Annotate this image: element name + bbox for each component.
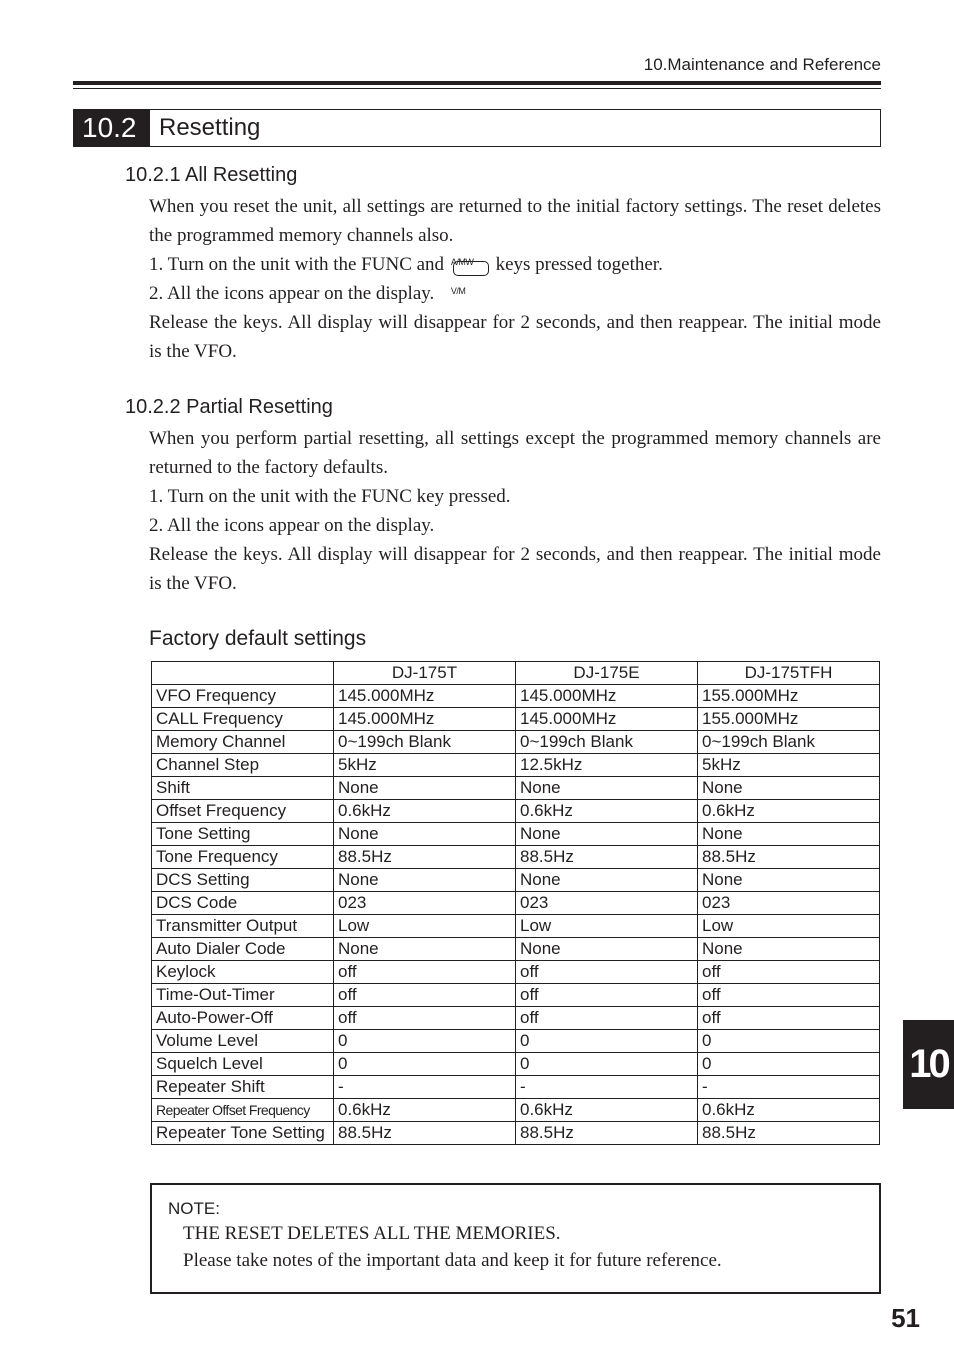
setting-value-cell: None	[698, 823, 880, 846]
setting-value-cell: 0.6kHz	[334, 800, 516, 823]
setting-value-cell: -	[516, 1076, 698, 1099]
table-row	[152, 800, 880, 823]
all-resetting-body	[149, 192, 881, 366]
setting-value-cell: 0~199ch Blank	[334, 731, 516, 754]
note-line-1: THE RESET DELETES ALL THE MEMORIES.	[183, 1223, 561, 1244]
setting-value-cell: 0~199ch Blank	[698, 731, 880, 754]
setting-name-cell: Tone Frequency	[152, 846, 334, 869]
header-rule	[73, 81, 881, 85]
section-title: Resetting	[159, 114, 261, 141]
setting-value-cell: Low	[334, 915, 516, 938]
setting-value-cell: 0.6kHz	[698, 1099, 880, 1122]
setting-value-cell: 88.5Hz	[334, 1122, 516, 1145]
setting-value-cell: off	[698, 961, 880, 984]
setting-value-cell: None	[334, 938, 516, 961]
all-resetting-step2: 2. All the icons appear on the display.	[149, 283, 435, 304]
setting-value-cell: 023	[698, 892, 880, 915]
all-resetting-release: Release the keys. All display will disappear for 2 seconds, and then reappear. The initial mode is the VFO.	[149, 312, 881, 362]
setting-value-cell: 145.000MHz	[334, 685, 516, 708]
table-title: Factory default settings	[149, 627, 367, 650]
setting-value-cell: None	[516, 777, 698, 800]
section-heading	[73, 109, 881, 147]
note-label: NOTE:	[168, 1199, 220, 1218]
setting-value-cell: None	[516, 823, 698, 846]
setting-value-cell: 0	[698, 1030, 880, 1053]
setting-value-cell: 0.6kHz	[698, 800, 880, 823]
setting-name-cell: Squelch Level	[152, 1053, 334, 1076]
partial-resetting-step1: 1. Turn on the unit with the FUNC key pressed.	[149, 486, 511, 507]
setting-value-cell: off	[334, 1007, 516, 1030]
setting-value-cell: None	[516, 938, 698, 961]
setting-value-cell: 145.000MHz	[334, 708, 516, 731]
setting-name-cell: DCS Code	[152, 892, 334, 915]
running-head: 10.Maintenance and Reference	[643, 55, 881, 74]
setting-value-cell: 0.6kHz	[334, 1099, 516, 1122]
setting-value-cell: 155.000MHz	[698, 685, 880, 708]
step1-text-after: keys pressed together.	[495, 254, 663, 275]
setting-name-cell: Channel Step	[152, 754, 334, 777]
section-number: 10.2	[74, 110, 150, 146]
setting-name-cell: Volume Level	[152, 1030, 334, 1053]
setting-value-cell: 0	[516, 1053, 698, 1076]
setting-value-cell: 0	[516, 1030, 698, 1053]
setting-value-cell: 0	[698, 1053, 880, 1076]
setting-value-cell: off	[698, 984, 880, 1007]
key-icon-label: A/MW V/M	[450, 257, 474, 296]
table-row	[152, 846, 880, 869]
table-row	[152, 1099, 880, 1122]
setting-value-cell: 023	[334, 892, 516, 915]
setting-value-cell: 88.5Hz	[698, 1122, 880, 1145]
setting-value-cell: None	[334, 869, 516, 892]
setting-name-cell: Time-Out-Timer	[152, 984, 334, 1007]
all-resetting-intro: When you reset the unit, all settings are returned to the initial factory settings. The reset deletes the programmed memory channels also.	[149, 196, 881, 246]
setting-name-cell: Auto-Power-Off	[152, 1007, 334, 1030]
table-row	[152, 869, 880, 892]
setting-value-cell: 155.000MHz	[698, 708, 880, 731]
partial-resetting-release: Release the keys. All display will disappear for 2 seconds, and then reappear. The initial mode is the VFO.	[149, 544, 881, 594]
table-row	[152, 731, 880, 754]
setting-name-cell: Tone Setting	[152, 823, 334, 846]
setting-name-cell: Auto Dialer Code	[152, 938, 334, 961]
setting-name-cell: Transmitter Output	[152, 915, 334, 938]
step1-text-before: 1. Turn on the unit with the FUNC and	[149, 254, 445, 275]
setting-name-cell: VFO Frequency	[152, 685, 334, 708]
setting-name-cell: Repeater Tone Setting	[152, 1122, 334, 1145]
setting-name-cell: DCS Setting	[152, 869, 334, 892]
setting-value-cell: 5kHz	[698, 754, 880, 777]
header-cell	[152, 662, 334, 685]
setting-value-cell: None	[334, 823, 516, 846]
setting-value-cell: Low	[516, 915, 698, 938]
table-row	[152, 708, 880, 731]
setting-name-cell: Repeater Shift	[152, 1076, 334, 1099]
table-row	[152, 754, 880, 777]
setting-value-cell: off	[516, 1007, 698, 1030]
partial-resetting-intro: When you perform partial resetting, all settings except the programmed memory channels are returned to the factory defaults.	[149, 428, 881, 478]
setting-value-cell: 88.5Hz	[516, 1122, 698, 1145]
factory-settings-table	[151, 661, 880, 1145]
table-row	[152, 961, 880, 984]
header-cell: DJ-175T	[334, 662, 516, 685]
partial-resetting-heading: 10.2.2 Partial Resetting	[125, 396, 333, 418]
setting-value-cell: None	[698, 938, 880, 961]
setting-value-cell: None	[516, 869, 698, 892]
setting-value-cell: 0.6kHz	[516, 1099, 698, 1122]
header-cell: DJ-175E	[516, 662, 698, 685]
table-row	[152, 1053, 880, 1076]
table-row	[152, 1007, 880, 1030]
setting-name-cell: Shift	[152, 777, 334, 800]
setting-value-cell: None	[334, 777, 516, 800]
setting-name-cell: Memory Channel	[152, 731, 334, 754]
setting-value-cell: None	[698, 777, 880, 800]
setting-value-cell: -	[698, 1076, 880, 1099]
table-row	[152, 984, 880, 1007]
setting-value-cell: off	[334, 984, 516, 1007]
page-number: 51	[891, 1303, 920, 1333]
table-body	[152, 685, 880, 1145]
setting-name-cell: CALL Frequency	[152, 708, 334, 731]
setting-value-cell: 0.6kHz	[516, 800, 698, 823]
setting-value-cell: Low	[698, 915, 880, 938]
table-row	[152, 892, 880, 915]
table-row	[152, 1076, 880, 1099]
key-icon	[450, 254, 489, 296]
table-row	[152, 823, 880, 846]
setting-name-cell: Keylock	[152, 961, 334, 984]
setting-value-cell: off	[334, 961, 516, 984]
partial-resetting-step2: 2. All the icons appear on the display.	[149, 515, 435, 536]
table-row	[152, 938, 880, 961]
table-row	[152, 1122, 880, 1145]
note-box	[150, 1183, 881, 1294]
setting-value-cell: 0	[334, 1030, 516, 1053]
all-resetting-heading: 10.2.1 All Resetting	[125, 164, 298, 186]
setting-value-cell: 145.000MHz	[516, 708, 698, 731]
table-row	[152, 685, 880, 708]
setting-value-cell: 88.5Hz	[698, 846, 880, 869]
setting-value-cell: 145.000MHz	[516, 685, 698, 708]
setting-value-cell: 023	[516, 892, 698, 915]
table-header-row	[152, 662, 880, 685]
table-row	[152, 915, 880, 938]
table-row	[152, 777, 880, 800]
partial-resetting-body	[149, 424, 881, 598]
setting-name-cell: Repeater Offset Frequency	[152, 1099, 334, 1122]
header-cell: DJ-175TFH	[698, 662, 880, 685]
setting-value-cell: 0	[334, 1053, 516, 1076]
setting-value-cell: 88.5Hz	[516, 846, 698, 869]
setting-value-cell: -	[334, 1076, 516, 1099]
chapter-tab: 10	[903, 1020, 954, 1109]
setting-value-cell: 12.5kHz	[516, 754, 698, 777]
setting-value-cell: 5kHz	[334, 754, 516, 777]
setting-value-cell: off	[516, 961, 698, 984]
table-row	[152, 1030, 880, 1053]
setting-value-cell: off	[516, 984, 698, 1007]
setting-value-cell: 88.5Hz	[334, 846, 516, 869]
header-rule-thin	[73, 88, 881, 89]
setting-value-cell: off	[698, 1007, 880, 1030]
setting-value-cell: 0~199ch Blank	[516, 731, 698, 754]
setting-name-cell: Offset Frequency	[152, 800, 334, 823]
note-line-2: Please take notes of the important data and keep it for future reference.	[183, 1250, 722, 1271]
setting-value-cell: None	[698, 869, 880, 892]
